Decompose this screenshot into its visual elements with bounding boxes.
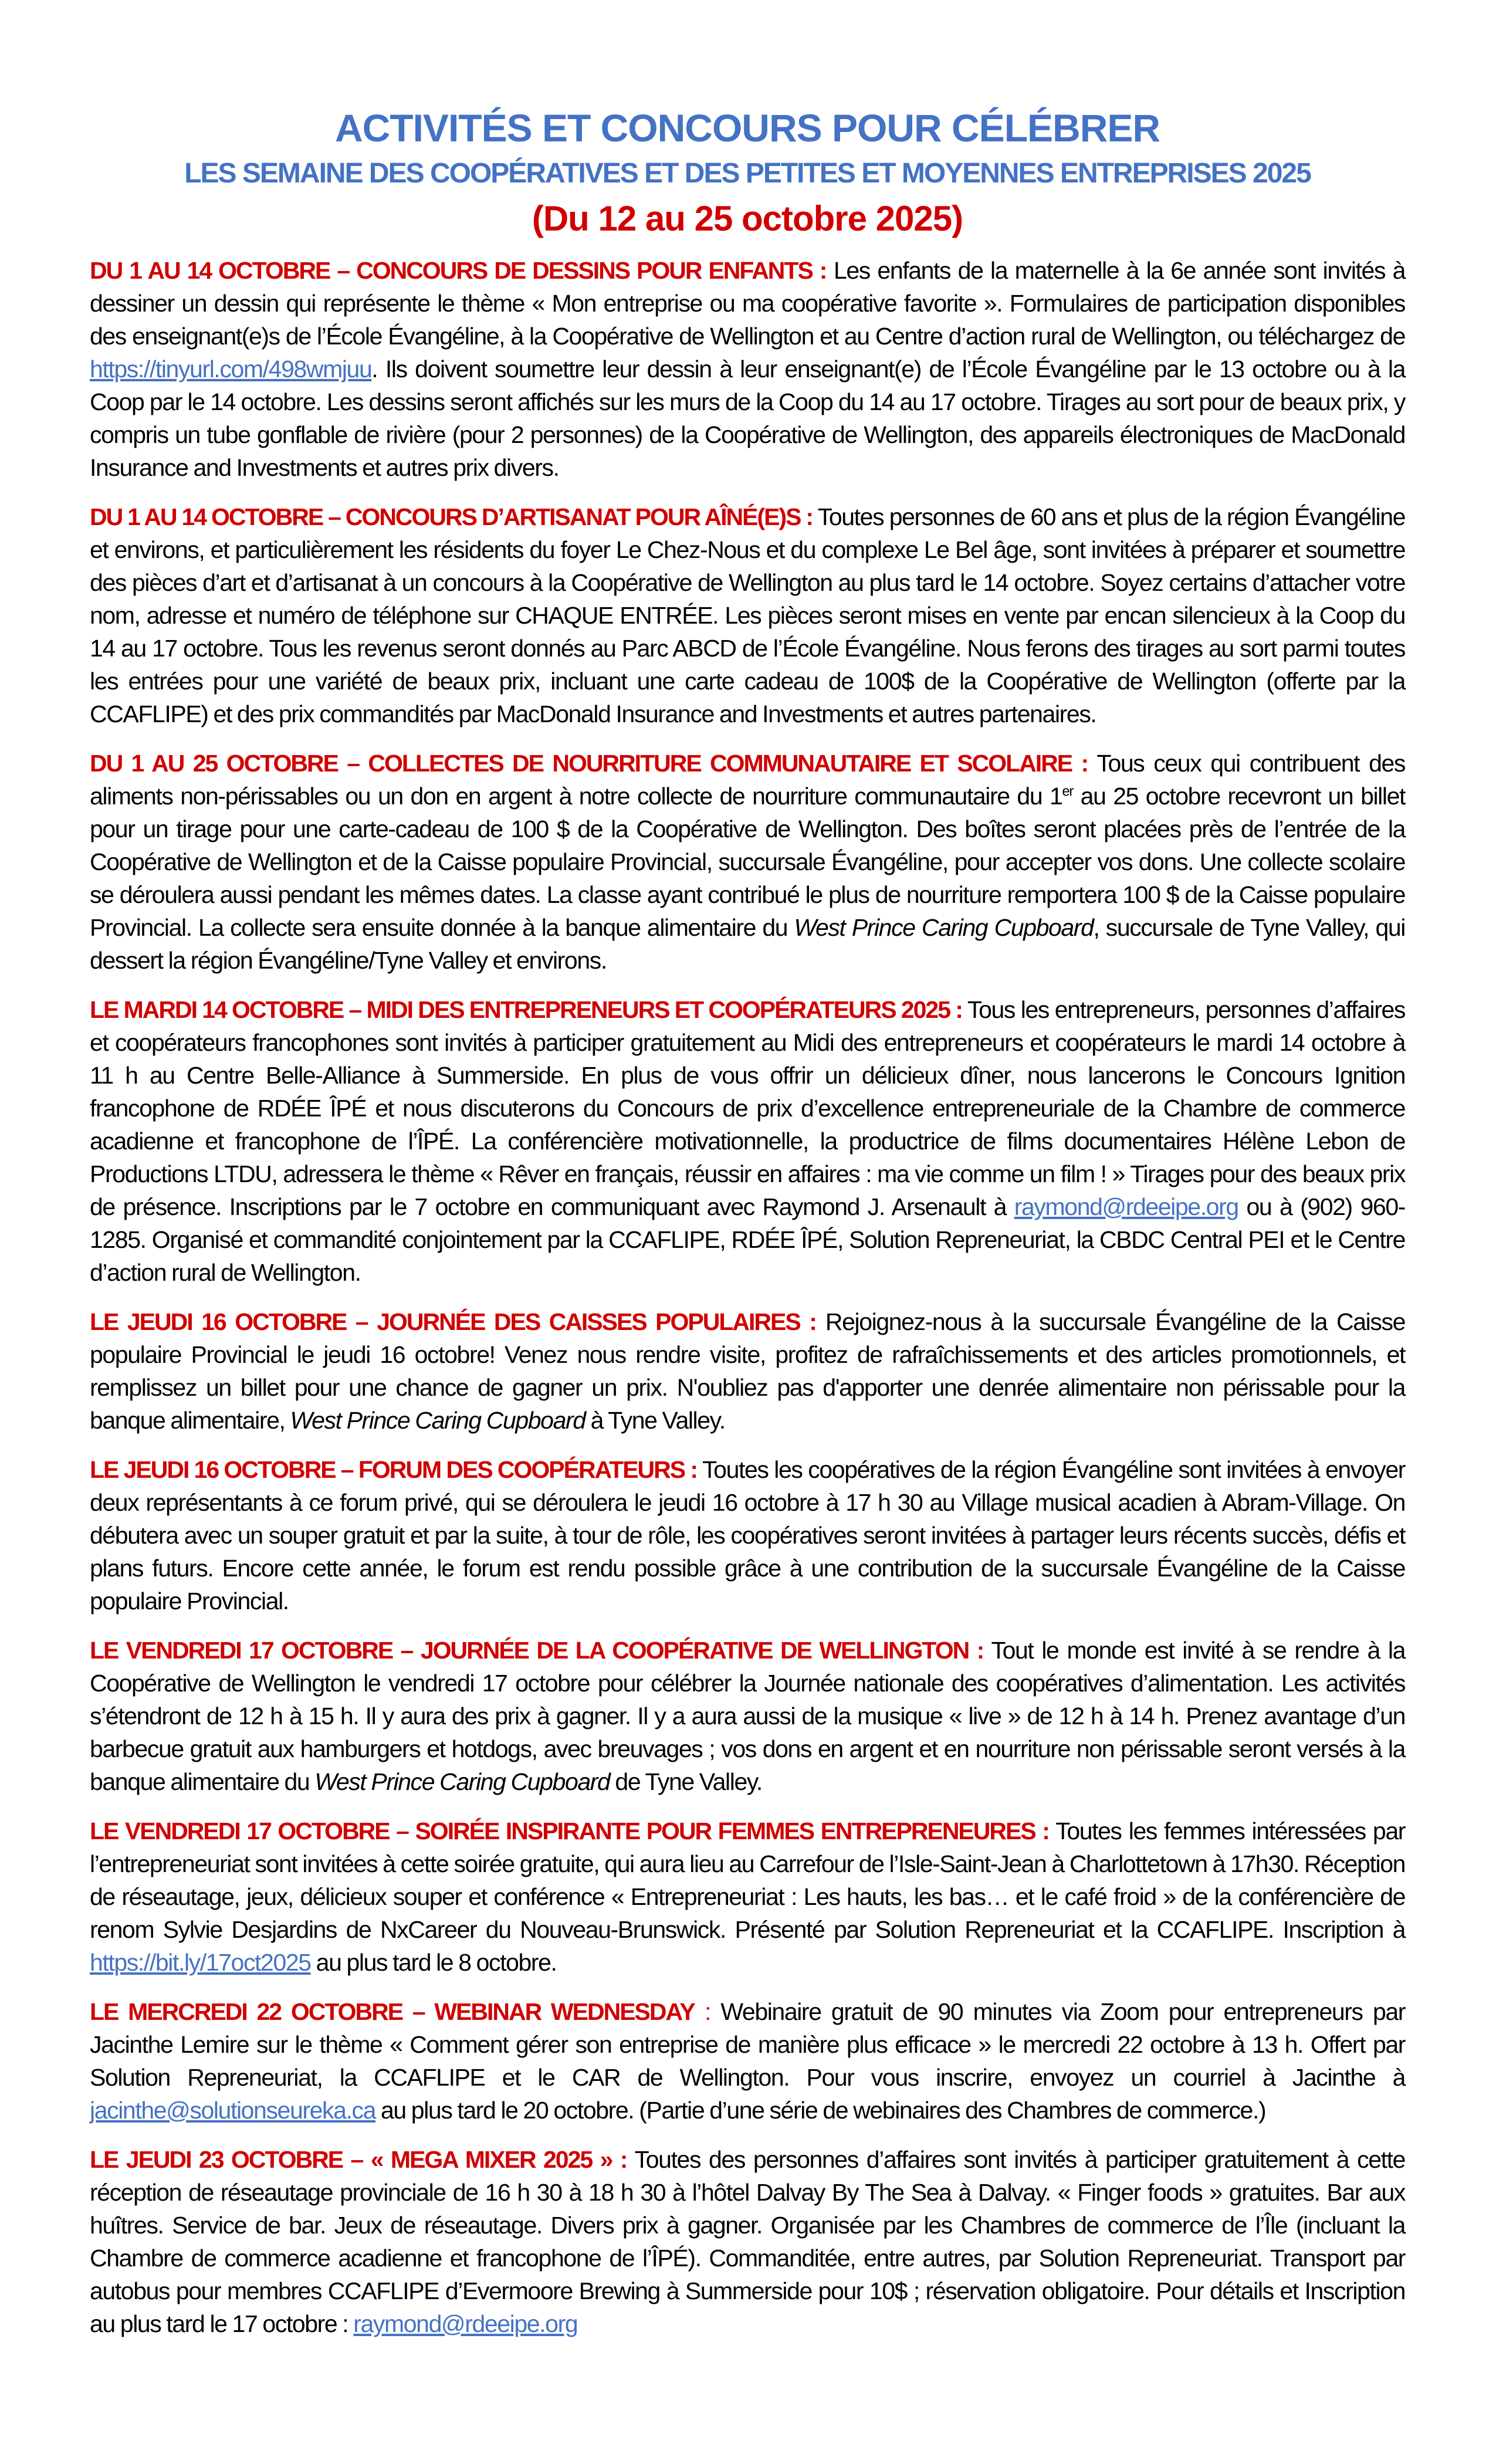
- page-title: ACTIVITÉS ET CONCOURS POUR CÉLÉBRER: [334, 106, 1160, 150]
- section-heading: LE VENDREDI 17 OCTOBRE – JOURNÉE DE LA COOPÉRATIVE DE WELLINGTON :: [90, 1637, 984, 1664]
- section-text: Toutes personnes de 60 ans et plus de la région Évangéline et environs, et particulièrement les résidents du foyer Le Chez-Nous et du complexe Le Bel âge, sont invitées à préparer et soumettre des pièces d’art et d’artisanat à un concours à la Coopérative de Wellington au plus tard le 14 octobre. Soyez certains d’attacher votre nom, adresse et numéro de téléphone sur CHAQUE ENTRÉE. Les pièces seront mises en vente par encan silencieux à la Coop du 14 au 17 octobre. Tous les revenus seront donnés au Parc ABCD de l’École Évangéline. Nous ferons des tirages au sort parmi toutes les entrées pour une variété de beaux prix, incluant une carte cadeau de 100$ de la Coopérative de Wellington (offerte par la CCAFLIPE) et des prix commandités par MacDonald Insurance and Investments et autres partenaires.: [90, 503, 1406, 727]
- section-text: au plus tard le 8 octobre.: [310, 1949, 557, 1976]
- section-text: au 25 octobre recevront un billet pour un tirage pour une carte-cadeau de 100 $ de la Coopérative de Wellington. Des boîtes seront placées près de l’entrée de la Coopérative de Wellington et de la Caisse populaire Provincial, succursale Évangéline, pour accepter vos dons. Une collecte scolaire se déroulera aussi pendant les mêmes dates. La classe ayant contribué le plus de nourriture remportera 100 $ de la Caisse populaire Provincial. La collecte sera ensuite donnée à la banque alimentaire du: [90, 783, 1405, 941]
- section-text: , succursale de Tyne Valley, qui dessert la région Évangéline/Tyne Valley et environs.: [90, 914, 1405, 974]
- section-mega-mixer: [90, 2143, 1405, 2340]
- section-heading: LE MERCREDI 22 OCTOBRE – WEBINAR WEDNESDAY: [90, 1998, 695, 2025]
- section-text: Webinaire gratuit de 90 minutes via Zoom pour entrepreneurs par Jacinthe Lemire sur le thème « Comment gérer son entreprise de manière plus efficace » le mercredi 22 octobre à 13 h. Offert par Solution Repreneuriat, la CCAFLIPE et le CAR de Wellington. Pour vous inscrire, envoyez un courriel à Jacinthe à: [90, 1998, 1406, 2091]
- superscript-er: er: [1062, 783, 1073, 800]
- section-journee-cooperative: [90, 1634, 1405, 1798]
- section-soiree-femmes: [90, 1815, 1405, 1979]
- section-caisses-populaires: [90, 1305, 1405, 1437]
- section-heading: LE MARDI 14 OCTOBRE – MIDI DES ENTREPRENEURS ET COOPÉRATEURS 2025 :: [90, 996, 962, 1023]
- section-heading-colon: :: [694, 1998, 711, 2025]
- section-midi-entrepreneurs: [90, 993, 1405, 1289]
- section-text: Les enfants de la maternelle à la 6e année sont invités à dessiner un dessin qui représente le thème « Mon entreprise ou ma coopérative favorite ». Formulaires de participation disponibles des enseignant(e)s de l’École Évangéline, à la Coopérative de Wellington et au Centre d’action rural de Wellington, ou téléchargez de: [90, 257, 1406, 350]
- section-text: de Tyne Valley.: [610, 1768, 762, 1795]
- section-concours-dessins: [90, 254, 1405, 484]
- food-bank-name: West Prince Caring Cupboard: [794, 914, 1094, 941]
- event-date-range: (Du 12 au 25 octobre 2025): [532, 199, 963, 238]
- email-link-raymond[interactable]: raymond@rdeeipe.org: [1014, 1193, 1238, 1220]
- section-text: Toutes des personnes d’affaires sont invités à participer gratuitement à cette réception de réseautage provinciale de 16 h 30 à 18 h 30 à l’hôtel Dalvay By The Sea à Dalvay. « Finger foods » gratuites. Bar aux huîtres. Service de bar. Jeux de réseautage. Divers prix à gagner. Organisée par les Chambres de commerce de l’Île (incluant la Chambre de commerce acadienne et francophone de l’ÎPÉ). Commanditée, entre autres, par Solution Repreneuriat. Transport par autobus pour membres CCAFLIPE d’Evermoore Brewing à Summerside pour 10$ ; réservation obligatoire. Pour détails et Inscription au plus tard le 17 octobre :: [90, 2146, 1405, 2337]
- section-text: au plus tard le 20 octobre. (Partie d’une série de webinaires des Chambres de commerce.): [375, 2097, 1266, 2124]
- section-text: Rejoignez-nous à la succursale Évangéline de la Caisse populaire Provincial le jeudi 16 octobre! Venez nous rendre visite, profitez de rafraîchissements et des articles promotionnels, et remplissez un billet pour une chance de gagner un prix. N'oubliez pas d'apporter une denrée alimentaire non périssable pour la banque alimentaire,: [90, 1308, 1405, 1434]
- food-bank-name: West Prince Caring Cupboard: [290, 1407, 585, 1434]
- bitly-link[interactable]: https://bit.ly/17oct2025: [90, 1949, 311, 1976]
- section-text: Toutes les coopératives de la région Évangéline sont invitées à envoyer deux représentants à ce forum privé, qui se déroulera le jeudi 16 octobre à 17 h 30 au Village musical acadien à Abram-Village. On débutera avec un souper gratuit et par la suite, à tour de rôle, les coopératives seront invitées à partager leurs récents succès, défis et plans futurs. Encore cette année, le forum est rendu possible grâce à une contribution de la succursale Évangéline de la Caisse populaire Provincial.: [90, 1456, 1406, 1615]
- section-heading: DU 1 AU 25 OCTOBRE – COLLECTES DE NOURRITURE COMMUNAUTAIRE ET SCOLAIRE :: [90, 750, 1088, 777]
- section-text: Tous les entrepreneurs, personnes d’affaires et coopérateurs francophones sont invités à participer gratuitement au Midi des entrepreneurs et coopérateurs le mardi 14 octobre à 11 h au Centre Belle-Alliance à Summerside. En plus de vous offrir un délicieux dîner, nous lancerons le Concours Ignition francophone de RDÉE ÎPÉ et nous discuterons du Concours de prix d’excellence entrepreneuriale de la Chambre de commerce acadienne et francophone de l’ÎPÉ. La conférencière motivationnelle, la productrice de films documentaires Hélène Lebon de Productions LTDU, adressera le thème « Rêver en français, réussir en affaires : ma vie comme un film ! » Tirages pour des beaux prix de présence. Inscriptions par le 7 octobre en communiquant avec Raymond J. Arsenault à: [90, 996, 1405, 1220]
- document-header: [90, 103, 1405, 243]
- section-text: ou à (902) 960-1285. Organisé et commandité conjointement par la CCAFLIPE, RDÉE ÎPÉ, Solution Repreneuriat, la CBDC Central PEI et le Centre d’action rural de Wellington.: [90, 1193, 1405, 1286]
- section-heading: LE JEUDI 16 OCTOBRE – FORUM DES COOPÉRATEURS :: [90, 1456, 697, 1483]
- section-heading: LE JEUDI 23 OCTOBRE – « MEGA MIXER 2025 » :: [90, 2146, 627, 2173]
- food-bank-name: West Prince Caring Cupboard: [314, 1768, 610, 1795]
- section-forum-cooperateurs: [90, 1453, 1405, 1617]
- section-collectes-nourriture: [90, 747, 1405, 977]
- section-heading: LE JEUDI 16 OCTOBRE – JOURNÉE DES CAISSES POPULAIRES :: [90, 1308, 816, 1335]
- section-concours-artisanat: [90, 500, 1405, 730]
- tinyurl-link[interactable]: https://tinyurl.com/498wmjuu: [90, 356, 372, 383]
- email-link-jacinthe[interactable]: jacinthe@solutionseureka.ca: [90, 2097, 376, 2124]
- section-heading: DU 1 AU 14 OCTOBRE – CONCOURS D’ARTISANAT POUR AÎNÉ(E)S :: [90, 503, 813, 530]
- section-webinar: [90, 1995, 1405, 2127]
- section-text: Toutes les femmes intéressées par l’entrepreneuriat sont invitées à cette soirée gratuite, qui aura lieu au Carrefour de l’Isle-Saint-Jean à Charlottetown à 17h30. Réception de réseautage, jeux, délicieux souper et conférence « Entrepreneuriat : Les hauts, les bas… et le café froid » de la conférencière de renom Sylvie Desjardins de NxCareer du Nouveau-Brunswick. Présenté par Solution Repreneuriat et la CCAFLIPE. Inscription à: [90, 1817, 1405, 1943]
- page-subtitle: LES SEMAINE DES COOPÉRATIVES ET DES PETITES ET MOYENNES ENTREPRISES 2025: [184, 158, 1311, 189]
- email-link-raymond[interactable]: raymond@rdeeipe.org: [353, 2310, 578, 2337]
- section-heading: DU 1 AU 14 OCTOBRE – CONCOURS DE DESSINS POUR ENFANTS :: [90, 257, 827, 284]
- section-text: Tous ceux qui contribuent des aliments non-périssables ou un don en argent à notre collecte de nourriture communautaire du 1: [90, 750, 1405, 810]
- section-text: Tout le monde est invité à se rendre à la Coopérative de Wellington le vendredi 17 octobre pour célébrer la Journée nationale des coopératives d’alimentation. Les activités s’étendront de 12 h à 15 h. Il y aura des prix à gagner. Il y a aura aussi de la musique « live » de 12 h à 14 h. Prenez avantage d’un barbecue gratuit aux hamburgers et hotdogs, avec breuvages ; vos dons en argent et en nourriture non périssable seront versés à la banque alimentaire du: [90, 1637, 1405, 1795]
- section-heading: LE VENDREDI 17 OCTOBRE – SOIRÉE INSPIRANTE POUR FEMMES ENTREPRENEURES :: [90, 1817, 1049, 1844]
- section-text: . Ils doivent soumettre leur dessin à leur enseignant(e) de l’École Évangéline par le 13 octobre ou à la Coop par le 14 octobre. Les dessins seront affichés sur les murs de la Coop du 14 au 17 octobre. Tirages au sort pour de beaux prix, y compris un tube gonflable de rivière (pour 2 personnes) de la Coopérative de Wellington, des appareils électroniques de MacDonald Insurance and Investments et autres prix divers.: [90, 356, 1405, 481]
- document-page: [90, 103, 1405, 2357]
- section-text: à Tyne Valley.: [585, 1407, 725, 1434]
